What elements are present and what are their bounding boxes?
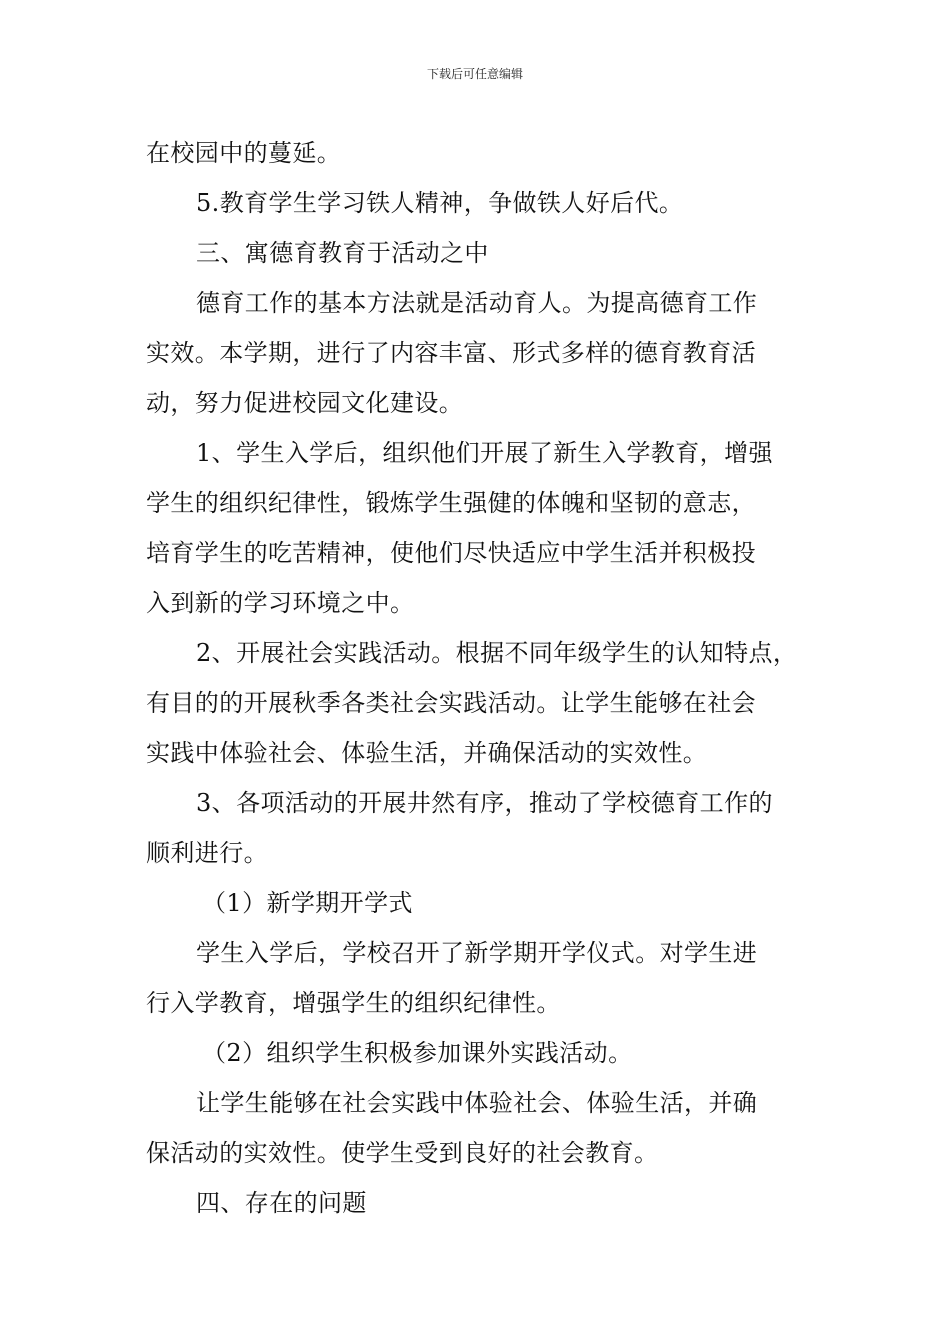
paragraph-line: 1、学生入学后，组织他们开展了新生入学教育，增强 [196,439,773,467]
paragraph-line: 5.教育学生学习铁人精神，争做铁人好后代。 [196,189,684,217]
subsection-heading: （1）新学期开学式 [202,889,413,917]
paragraph-line: 有目的的开展秋季各类社会实践活动。让学生能够在社会 [146,689,756,717]
paragraph-line: 学生的组织纪律性，锻炼学生强健的体魄和坚韧的意志， [146,489,756,517]
paragraph-line: 保活动的实效性。使学生受到良好的社会教育。 [146,1139,659,1167]
paragraph-line: 顺利进行。 [146,839,268,867]
paragraph-line: 行入学教育，增强学生的组织纪律性。 [146,989,561,1017]
paragraph-line: 让学生能够在社会实践中体验社会、体验生活，并确 [196,1089,758,1117]
paragraph-line: 2、开展社会实践活动。根据不同年级学生的认知特点， [196,639,798,667]
paragraph-line: 德育工作的基本方法就是活动育人。为提高德育工作 [196,289,758,317]
paragraph-line: 实效。本学期，进行了内容丰富、形式多样的德育教育活 [146,339,756,367]
document-body [146,128,812,1228]
paragraph-line: 学生入学后，学校召开了新学期开学仪式。对学生进 [196,939,758,967]
paragraph-line: 入到新的学习环境之中。 [146,589,415,617]
section-heading: 四、存在的问题 [196,1189,367,1217]
paragraph-line: 动，努力促进校园文化建设。 [146,389,464,417]
page-header: 下载后可任意编辑 [426,67,523,81]
subsection-heading: （2）组织学生积极参加课外实践活动。 [202,1039,633,1067]
paragraph-line: 3、各项活动的开展井然有序，推动了学校德育工作的 [196,789,773,817]
section-heading: 三、寓德育教育于活动之中 [196,239,489,267]
paragraph-line: 在校园中的蔓延。 [146,139,342,167]
paragraph-line: 培育学生的吃苦精神，使他们尽快适应中学生活并积极投 [146,539,756,567]
paragraph-line: 实践中体验社会、体验生活，并确保活动的实效性。 [146,739,708,767]
